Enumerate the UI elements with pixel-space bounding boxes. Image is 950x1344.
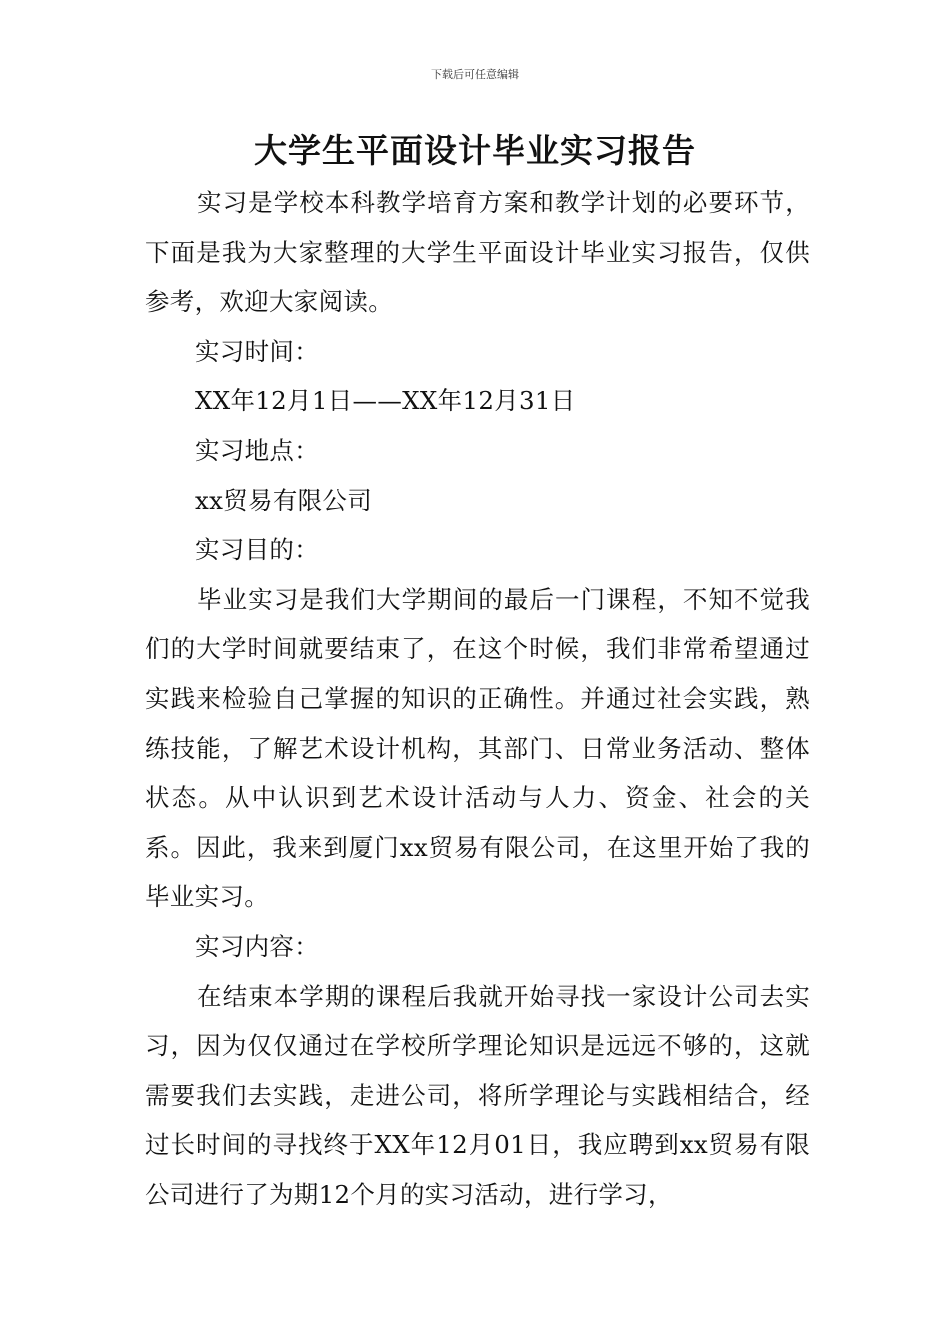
place-value: xx贸易有限公司 (195, 485, 373, 515)
document-title: 大学生平面设计毕业实习报告 (254, 131, 696, 170)
purpose-paragraph: 毕业实习是我们大学期间的最后一门课程，不知不觉我们的大学时间就要结束了，在这个时候，我们非常希望通过实践来检验自己掌握的知识的正确性。并通过社会实践，熟练技能，了解艺术设计机构，其部门、日常业务活动、整体状态。从中认识到艺术设计活动与人力、资金、社会的关系。因此，我来到厦门xx贸易有限公司，在这里开始了我的毕业实习。 (145, 584, 810, 912)
place-label: 实习地点： (195, 435, 319, 465)
time-label: 实习时间： (195, 336, 319, 366)
time-value: XX年12月1日——XX年12月31日 (195, 386, 576, 416)
document-body (145, 178, 810, 1219)
intro-paragraph: 实习是学校本科教学培育方案和教学计划的必要环节，下面是我为大家整理的大学生平面设计毕业实习报告，仅供参考，欢迎大家阅读。 (145, 188, 810, 317)
content-label: 实习内容： (195, 931, 319, 961)
purpose-label: 实习目的： (195, 535, 319, 565)
header-note: 下载后可任意编辑 (431, 68, 519, 81)
content-paragraph: 在结束本学期的课程后我就开始寻找一家设计公司去实习，因为仅仅通过在学校所学理论知识是远远不够的，这就需要我们去实践，走进公司，将所学理论与实践相结合，经过长时间的寻找终于XX年12月01日，我应聘到xx贸易有限公司进行了为期12个月的实习活动，进行学习， (145, 981, 810, 1209)
